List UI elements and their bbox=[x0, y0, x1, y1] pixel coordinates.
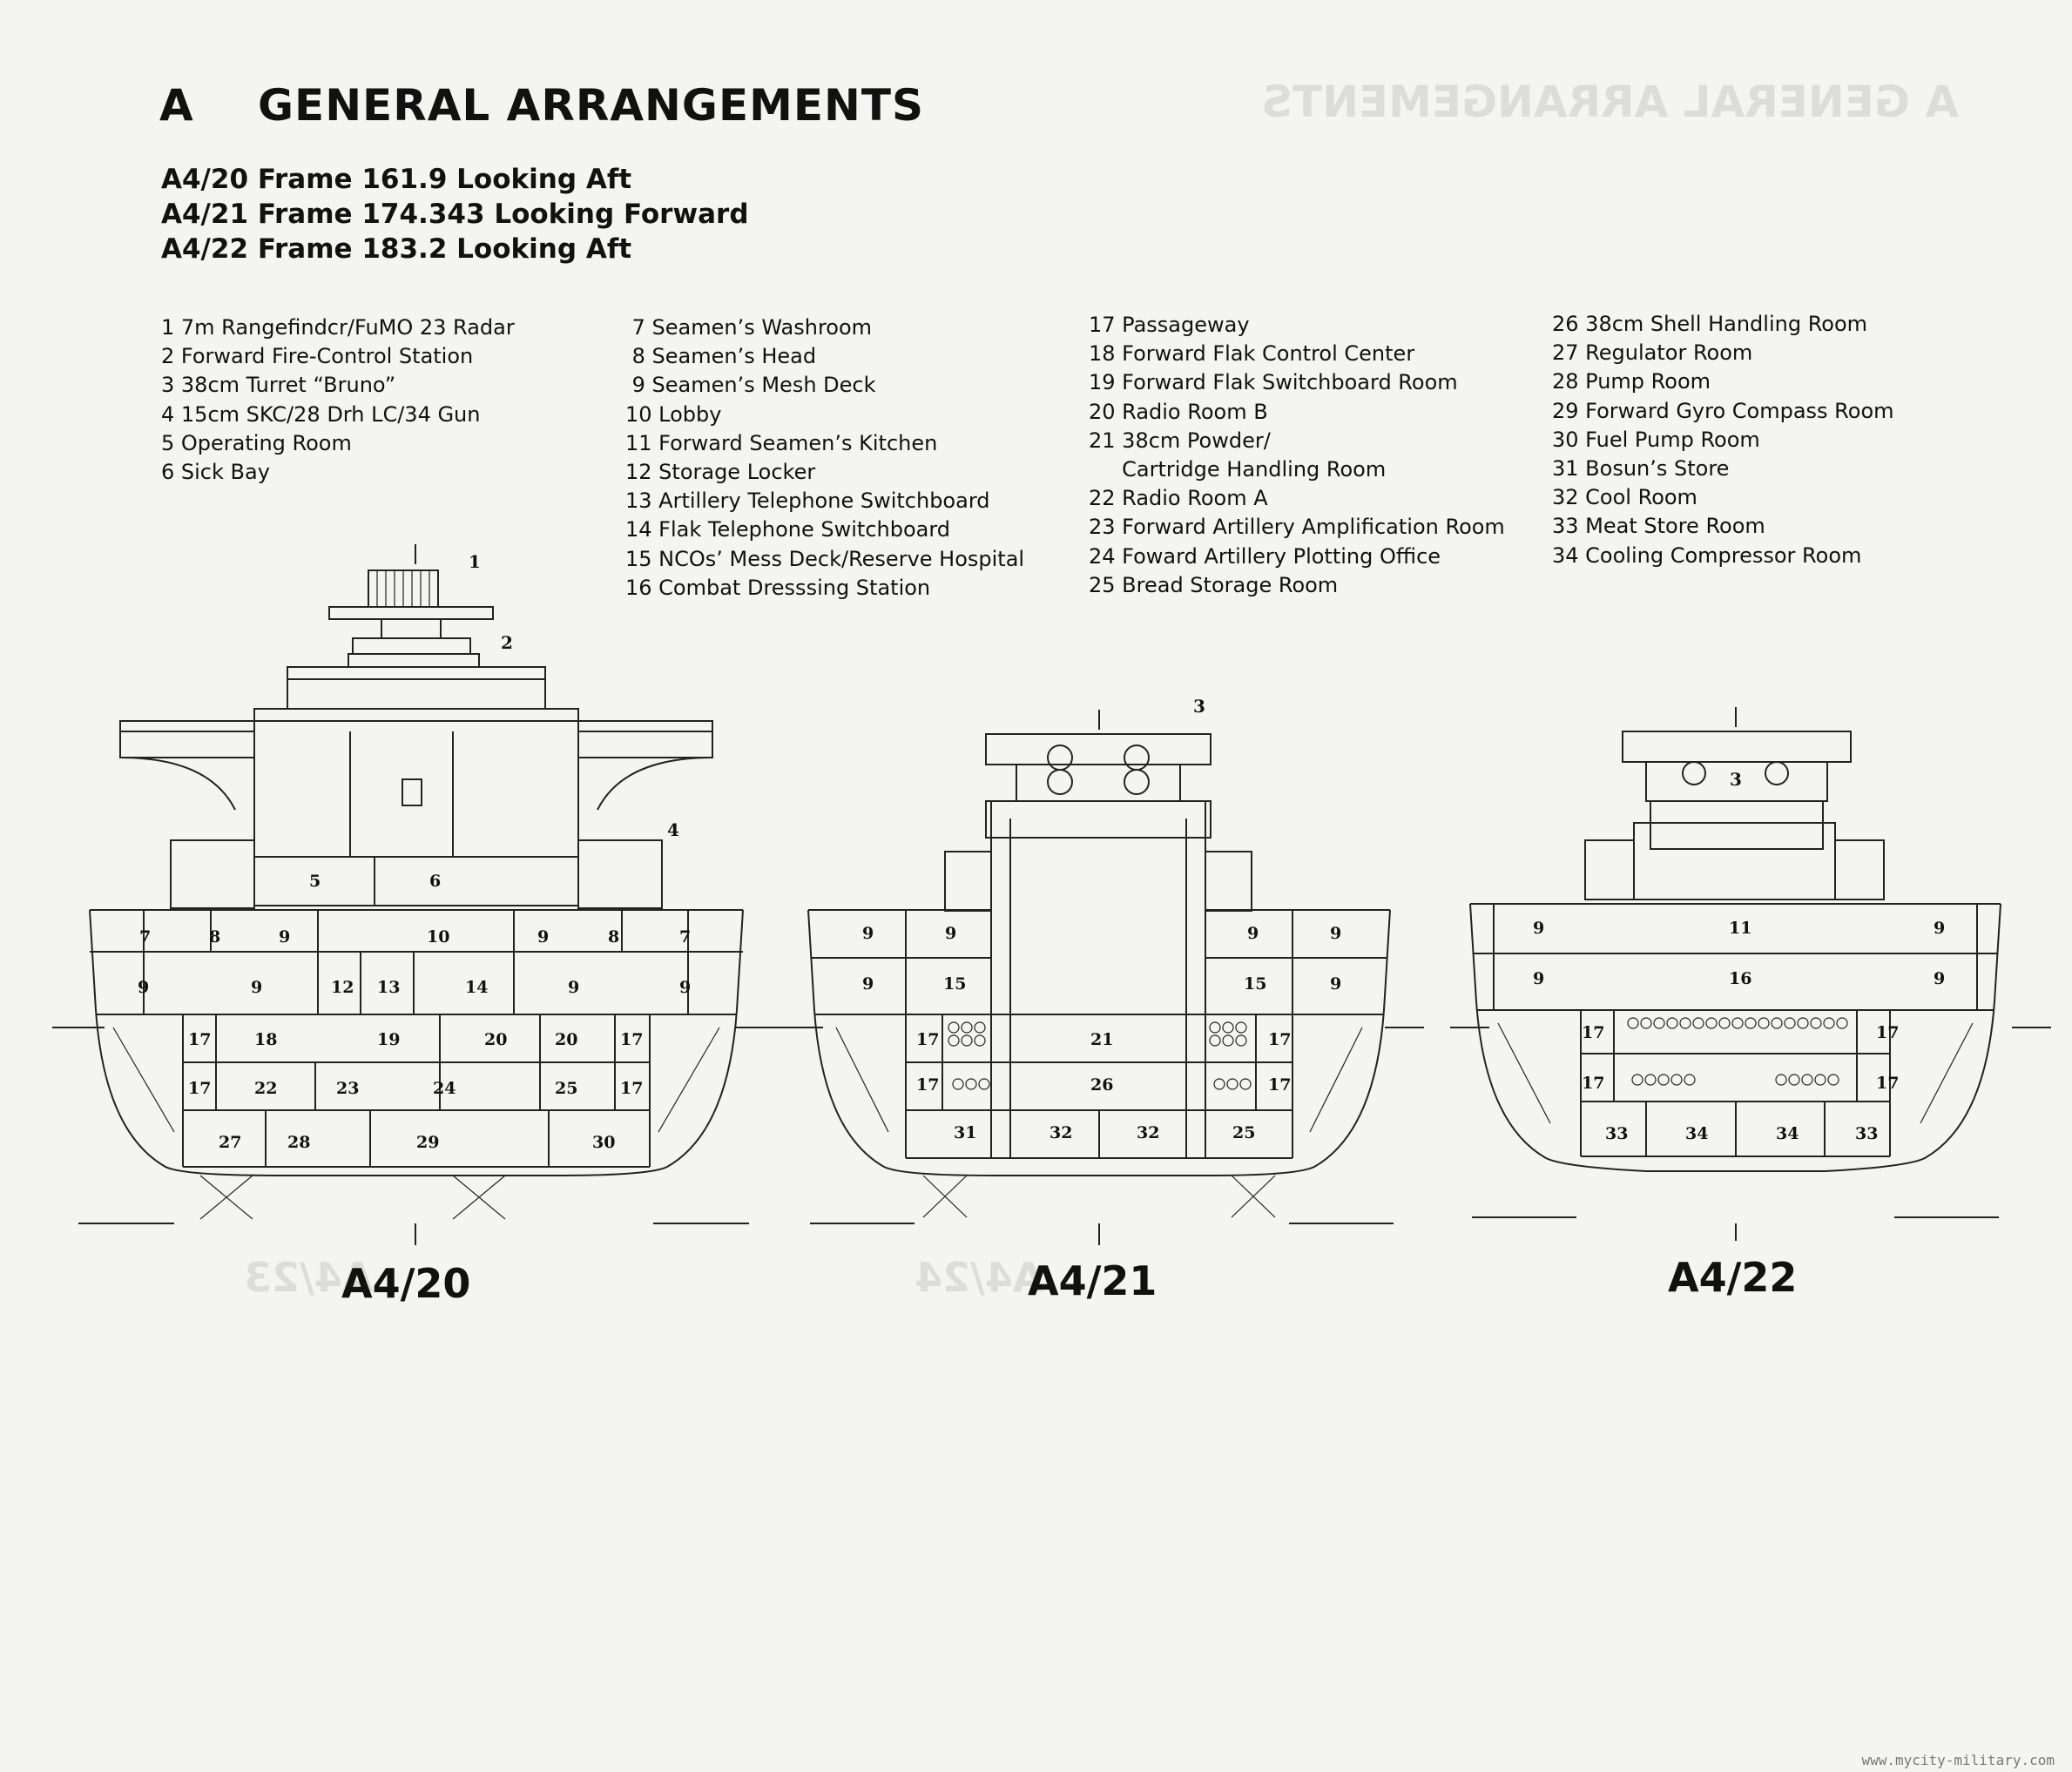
callout-number: 2 bbox=[501, 632, 513, 653]
callout-number: 3 bbox=[1730, 769, 1742, 790]
compartment-number: 33 bbox=[1855, 1124, 1879, 1143]
compartment-number: 17 bbox=[188, 1030, 212, 1049]
legend-item: 31 Bosun’s Store bbox=[1552, 456, 1730, 482]
compartment-number: 32 bbox=[1049, 1123, 1073, 1142]
compartment-number: 15 bbox=[1244, 974, 1267, 994]
compartment-number: 30 bbox=[592, 1133, 616, 1152]
legend-item: 21 38cm Powder/ bbox=[1089, 428, 1271, 453]
legend-item: 29 Forward Gyro Compass Room bbox=[1552, 398, 1894, 423]
compartment-number: 9 bbox=[945, 924, 957, 943]
section-a4-21 bbox=[784, 710, 1424, 1245]
legend-item: 11 Forward Seamen’s Kitchen bbox=[625, 430, 938, 455]
compartment-number: 9 bbox=[568, 978, 580, 997]
compartment-number: 17 bbox=[1582, 1074, 1605, 1093]
legend-item: 25 Bread Storage Room bbox=[1089, 572, 1339, 597]
compartment-number: 20 bbox=[484, 1030, 508, 1049]
a4-21-labels bbox=[862, 696, 1341, 1304]
callout-number: 1 bbox=[469, 551, 481, 572]
legend-item: 30 Fuel Pump Room bbox=[1552, 427, 1760, 452]
compartment-number: 27 bbox=[219, 1133, 242, 1152]
compartment-number: 25 bbox=[555, 1079, 578, 1098]
compartment-number: 17 bbox=[1582, 1023, 1605, 1042]
compartment-number: 23 bbox=[336, 1079, 360, 1098]
compartment-number: 17 bbox=[1876, 1074, 1900, 1093]
compartment-number: 9 bbox=[1934, 969, 1946, 988]
compartment-number: 18 bbox=[254, 1030, 278, 1049]
compartment-number: 9 bbox=[679, 978, 692, 997]
legend-item: 2 Forward Fire-Control Station bbox=[161, 344, 474, 369]
legend-item: 19 Forward Flak Switchboard Room bbox=[1089, 370, 1458, 395]
frame-caption: A4/22 Frame 183.2 Looking Aft bbox=[161, 233, 632, 265]
compartment-number: 6 bbox=[429, 872, 442, 891]
compartment-number: 22 bbox=[254, 1079, 278, 1098]
legend-item: 4 15cm SKC/28 Drh LC/34 Gun bbox=[161, 401, 481, 427]
compartment-number: 17 bbox=[620, 1079, 644, 1098]
legend-item: 8 Seamen’s Head bbox=[625, 344, 817, 369]
compartment-number: 9 bbox=[862, 924, 874, 943]
bleed-through-label: A4/23 bbox=[244, 1254, 374, 1301]
compartment-number: 28 bbox=[287, 1133, 311, 1152]
compartment-number: 11 bbox=[1729, 919, 1752, 938]
legend-item: 26 38cm Shell Handling Room bbox=[1552, 312, 1868, 336]
legend-item: 6 Sick Bay bbox=[161, 460, 270, 485]
compartment-number: 13 bbox=[377, 978, 401, 997]
frame-caption: A4/21 Frame 174.343 Looking Forward bbox=[161, 199, 749, 230]
legend-item: 9 Seamen’s Mesh Deck bbox=[625, 373, 876, 398]
compartment-number: 17 bbox=[620, 1030, 644, 1049]
legend-item: Cartridge Handling Room bbox=[1089, 457, 1387, 482]
compartment-number: 25 bbox=[1232, 1123, 1256, 1142]
compartment-number: 9 bbox=[279, 927, 291, 947]
legend-item: 33 Meat Store Room bbox=[1552, 514, 1765, 539]
compartment-number: 9 bbox=[1330, 924, 1342, 943]
bleed-through-title: A GENERAL ARRANGEMENTS bbox=[1260, 77, 1959, 127]
compartment-number: 9 bbox=[1533, 969, 1545, 988]
legend-item: 15 NCOs’ Mess Deck/Reserve Hospital bbox=[625, 546, 1025, 571]
legend-item: 23 Forward Artillery Amplification Room bbox=[1089, 515, 1505, 540]
legend-item: 13 Artillery Telephone Switchboard bbox=[625, 488, 990, 514]
compartment-number: 17 bbox=[188, 1079, 212, 1098]
compartment-number: 17 bbox=[1268, 1030, 1292, 1049]
compartment-number: 7 bbox=[679, 927, 692, 947]
compartment-number: 17 bbox=[1268, 1075, 1292, 1095]
compartment-number: 8 bbox=[209, 927, 221, 947]
compartment-number: 34 bbox=[1776, 1124, 1799, 1143]
compartment-number: 20 bbox=[555, 1030, 578, 1049]
callout-number: 3 bbox=[1193, 696, 1205, 717]
compartment-number: 9 bbox=[1330, 974, 1342, 994]
compartment-number: 17 bbox=[916, 1030, 940, 1049]
section-title: A4/22 bbox=[1668, 1254, 1798, 1301]
compartment-number: 34 bbox=[1685, 1124, 1709, 1143]
legend-item: 20 Radio Room B bbox=[1089, 399, 1268, 424]
compartment-number: 9 bbox=[537, 927, 550, 947]
legend-item: 1 7m Rangefindcr/FuMO 23 Radar bbox=[161, 315, 515, 340]
compartment-number: 9 bbox=[1934, 919, 1946, 938]
compartment-number: 8 bbox=[608, 927, 620, 947]
legend-item: 28 Pump Room bbox=[1552, 369, 1711, 394]
bleed-through-label: A4/24 bbox=[915, 1254, 1044, 1301]
legend-item: 18 Forward Flak Control Center bbox=[1089, 341, 1415, 367]
legend-item: 14 Flak Telephone Switchboard bbox=[625, 517, 951, 542]
compartment-number: 29 bbox=[416, 1133, 440, 1152]
legend-item: 34 Cooling Compressor Room bbox=[1552, 542, 1862, 568]
legend-item: 3 38cm Turret “Bruno” bbox=[161, 373, 396, 398]
compartment-number: 17 bbox=[1876, 1023, 1900, 1042]
a4-20-labels bbox=[138, 551, 691, 1307]
legend-item: 22 Radio Room A bbox=[1089, 486, 1268, 511]
section-letter: A bbox=[159, 80, 193, 131]
compartment-number: 16 bbox=[1729, 969, 1752, 988]
compartment-number: 19 bbox=[377, 1030, 401, 1049]
section-title: A4/21 bbox=[1028, 1257, 1157, 1304]
compartment-number: 15 bbox=[943, 974, 967, 994]
legend-item: 12 Storage Locker bbox=[625, 460, 816, 485]
legend-item: 24 Foward Artillery Plotting Office bbox=[1089, 543, 1441, 569]
compartment-number: 26 bbox=[1090, 1075, 1114, 1095]
compartment-number: 31 bbox=[954, 1123, 977, 1142]
legend-item: 32 Cool Room bbox=[1552, 485, 1697, 510]
page-title: GENERAL ARRANGEMENTS bbox=[258, 80, 924, 131]
compartment-number: 7 bbox=[139, 927, 152, 947]
callout-number: 4 bbox=[667, 819, 679, 840]
compartment-number: 14 bbox=[465, 978, 489, 997]
section-title: A4/20 bbox=[341, 1260, 471, 1307]
legend-item: 27 Regulator Room bbox=[1552, 340, 1753, 366]
legend-item: 10 Lobby bbox=[625, 401, 722, 427]
compartment-number: 10 bbox=[427, 927, 450, 947]
compartment-number: 9 bbox=[251, 978, 263, 997]
compartment-number: 9 bbox=[138, 978, 150, 997]
compartment-number: 32 bbox=[1137, 1123, 1160, 1142]
compartment-number: 24 bbox=[433, 1079, 456, 1098]
legend-item: 17 Passageway bbox=[1089, 313, 1250, 337]
compartment-number: 33 bbox=[1605, 1124, 1629, 1143]
frame-caption: A4/20 Frame 161.9 Looking Aft bbox=[161, 164, 632, 195]
legend-item: 16 Combat Dresssing Station bbox=[625, 575, 931, 600]
compartment-number: 9 bbox=[1533, 919, 1545, 938]
legend-item: 5 Operating Room bbox=[161, 430, 352, 455]
compartment-number: 9 bbox=[862, 974, 874, 994]
compartment-number: 9 bbox=[1247, 924, 1259, 943]
compartment-number: 21 bbox=[1090, 1030, 1114, 1049]
compartment-number: 12 bbox=[331, 978, 354, 997]
legend-item: 7 Seamen’s Washroom bbox=[625, 315, 873, 340]
compartment-number: 5 bbox=[309, 872, 321, 891]
compartment-number: 17 bbox=[916, 1075, 940, 1095]
watermark: www.mycity-military.com bbox=[1861, 1752, 2055, 1769]
